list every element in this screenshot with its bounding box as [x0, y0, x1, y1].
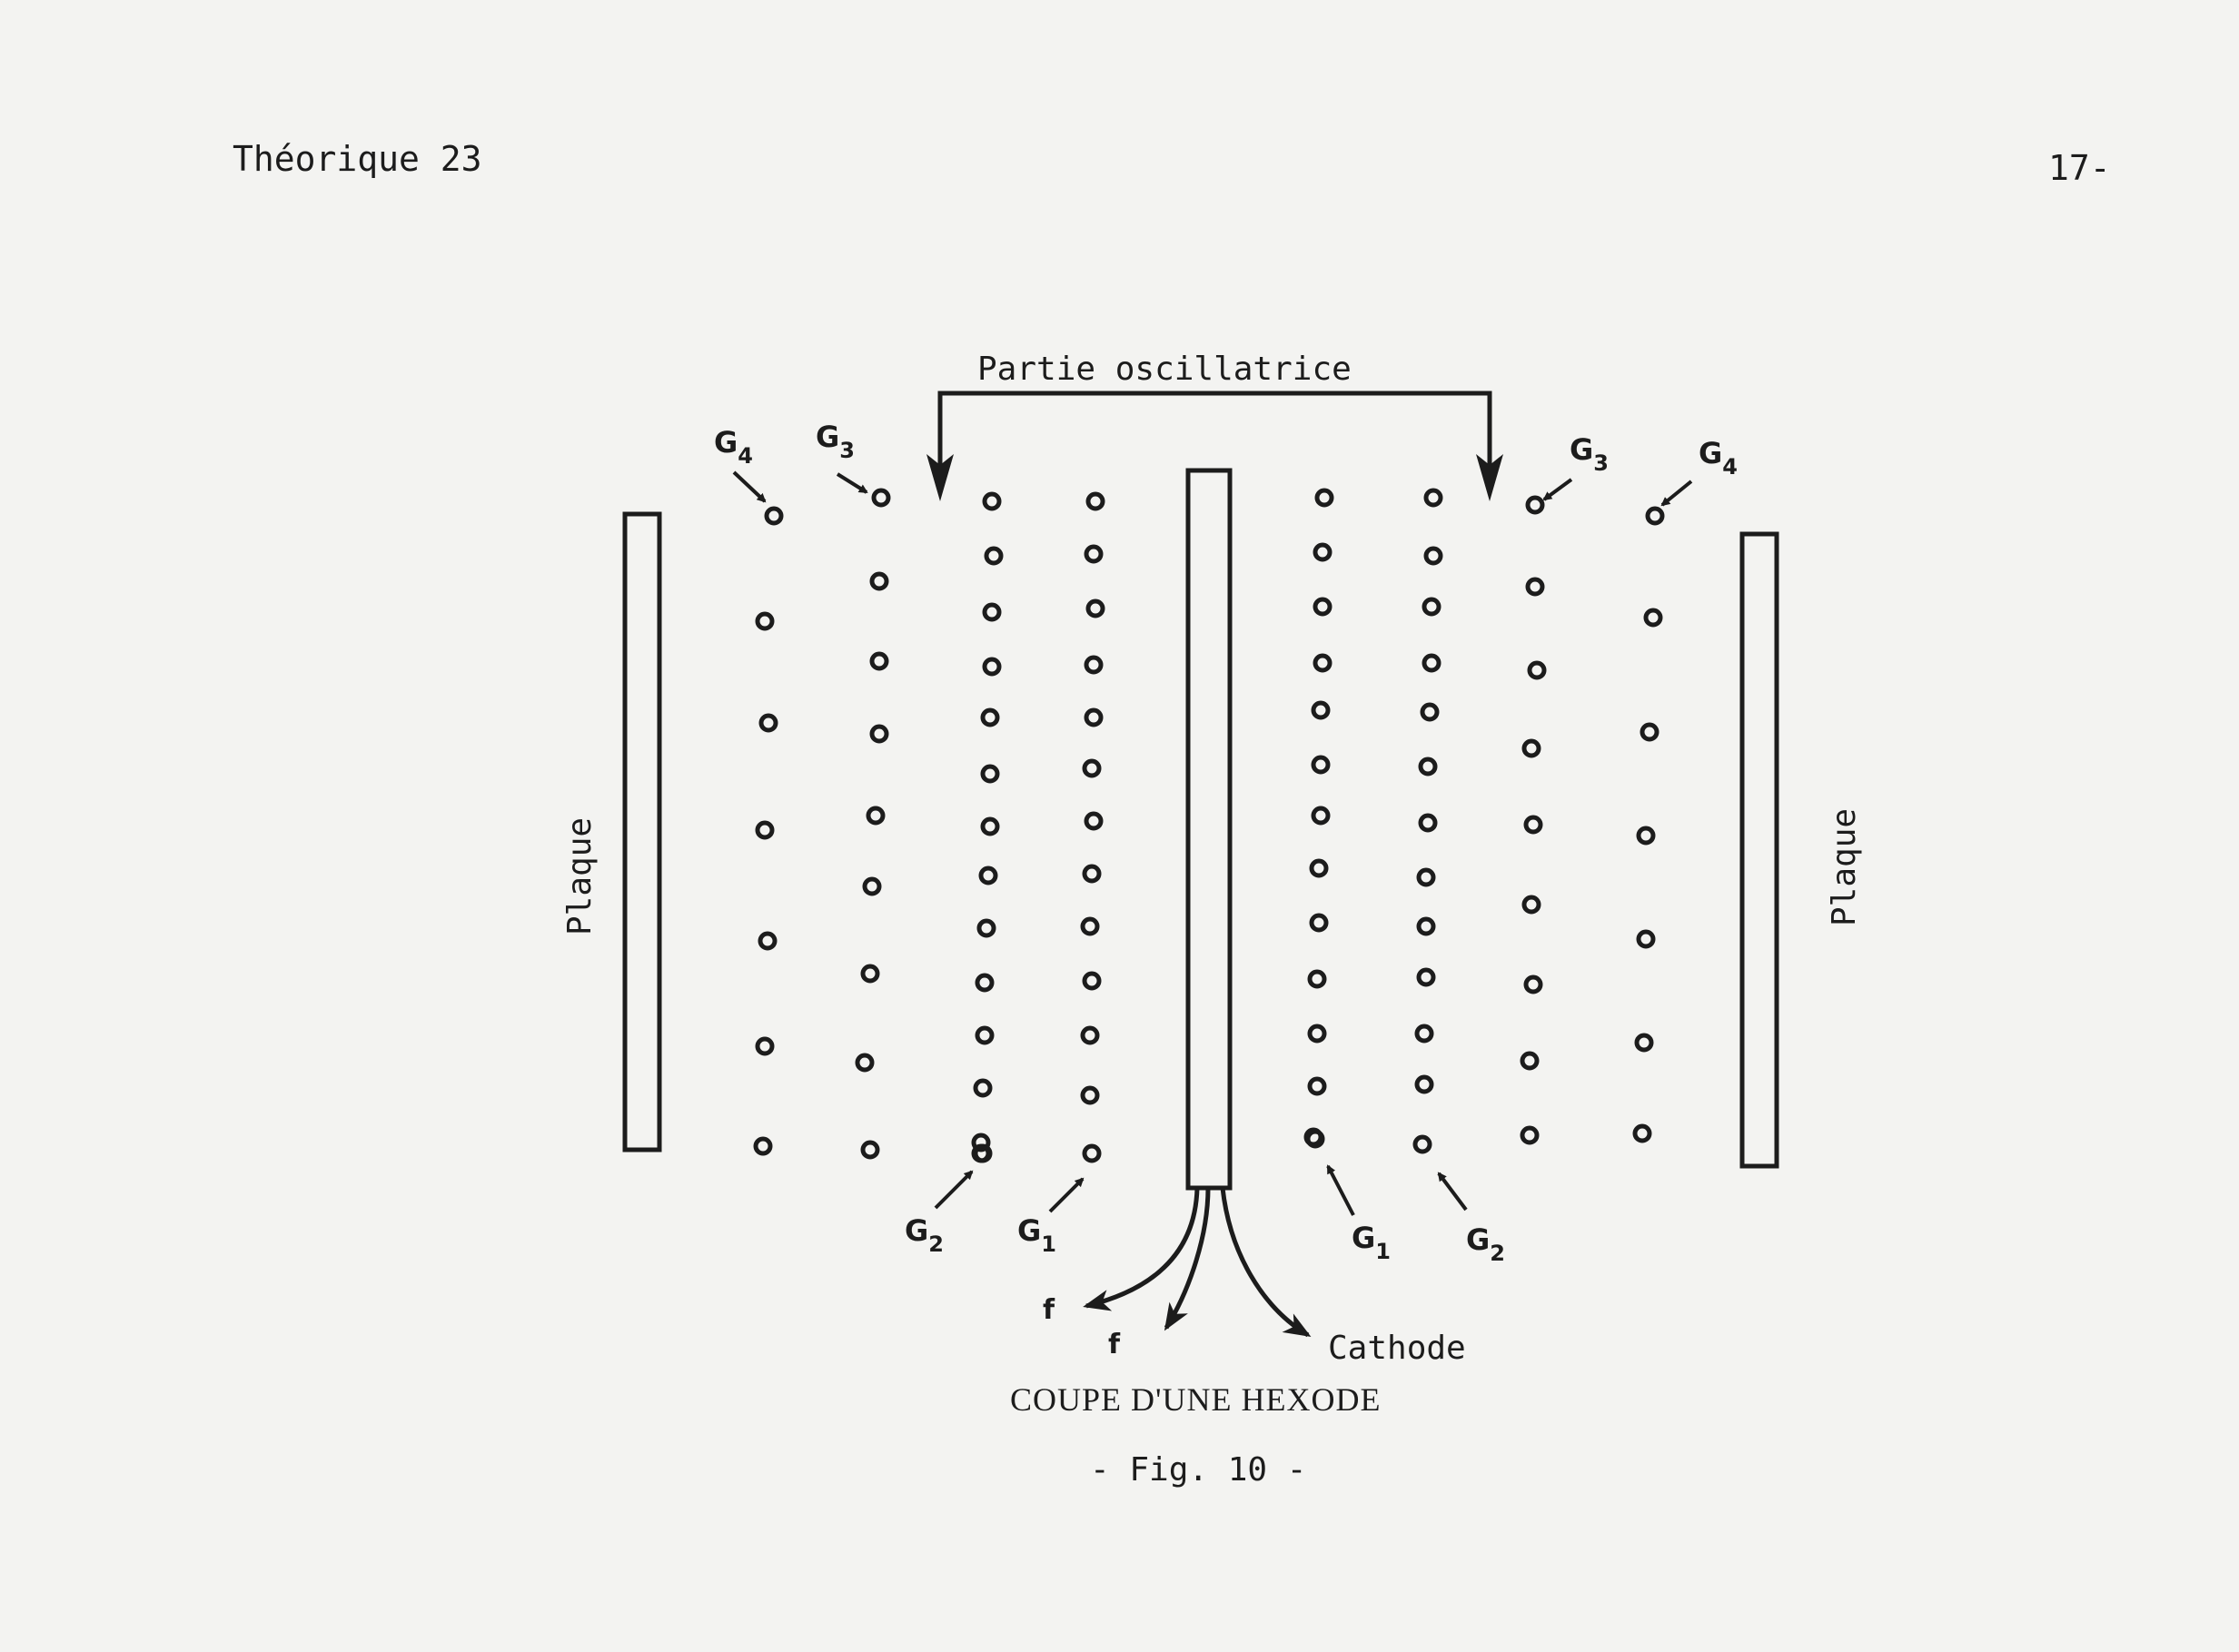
- filament-label-2: f: [1108, 1329, 1121, 1360]
- grid-wire: [983, 710, 997, 725]
- grid-wire: [986, 549, 1001, 563]
- grid-wire: [868, 808, 883, 823]
- grid-wire: [1648, 509, 1662, 523]
- grid-column-g3-right: [1522, 498, 1544, 1143]
- grid-wire: [1315, 656, 1330, 670]
- plate-left-label: Plaque: [561, 816, 599, 935]
- grid-wire: [1421, 816, 1435, 830]
- grid-label-g2-left: [905, 1172, 972, 1257]
- grid-wire: [985, 659, 999, 674]
- grid-wire: [1419, 870, 1433, 885]
- page-number: 17-: [2048, 148, 2111, 188]
- grid-wire: [865, 879, 879, 894]
- grid-wire: [1526, 817, 1541, 832]
- grid-wire: [1312, 915, 1326, 930]
- grid-wire: [977, 975, 992, 990]
- grid-wire: [756, 1139, 770, 1153]
- svg-text:G2: $G_2$: [1466, 1222, 1505, 1266]
- grid-wire: [872, 574, 887, 589]
- grid-label-g1-right: [1328, 1166, 1391, 1264]
- grid-wire: [1317, 490, 1332, 505]
- grid-wire: [1315, 599, 1330, 614]
- grid-column-g1-left: [1083, 494, 1103, 1161]
- grid-wire: [1310, 1079, 1324, 1093]
- grid-wire: [977, 1028, 992, 1043]
- grid-wire: [1086, 658, 1101, 672]
- grid-wire: [874, 490, 888, 505]
- grid-wire: [976, 1081, 990, 1095]
- grid-wire: [863, 1143, 877, 1157]
- grid-wire: [1313, 757, 1328, 772]
- grid-wire: [1528, 579, 1542, 594]
- grid-wire: [1086, 547, 1101, 561]
- grid-wire: [863, 966, 877, 981]
- grid-wire: [985, 494, 999, 509]
- grid-wire: [1085, 866, 1099, 881]
- grid-wire: [1424, 656, 1439, 670]
- grid-column-g1-right: [1306, 490, 1332, 1146]
- grid-wire: [1530, 663, 1544, 678]
- svg-text:G3: $G_3$: [1570, 432, 1609, 476]
- svg-text:G1: $G_1$: [1017, 1213, 1056, 1257]
- grid-wire: [767, 509, 781, 523]
- figure-number: - Fig. 10 -: [1090, 1451, 1307, 1489]
- grid-wire: [1421, 759, 1435, 774]
- grid-wire: [758, 823, 772, 837]
- grid-wire: [1419, 919, 1433, 934]
- plate-right-label: Plaque: [1826, 807, 1863, 926]
- grid-wire: [857, 1055, 872, 1070]
- grid-label-g4-left: [714, 425, 765, 501]
- grid-wire: [979, 921, 994, 935]
- grid-wire: [758, 614, 772, 628]
- grid-wire: [1528, 498, 1542, 512]
- plate-right: [1742, 534, 1777, 1166]
- top-label: Partie oscillatrice: [977, 351, 1352, 388]
- grid-column-g2-right: [1415, 490, 1441, 1152]
- grid-wire: [1639, 828, 1653, 843]
- grid-column-g3-left: [857, 490, 888, 1157]
- grid-wire: [1639, 932, 1653, 946]
- grid-wire: [1085, 1146, 1099, 1161]
- grid-wire: [1424, 599, 1439, 614]
- grid-wire: [872, 727, 887, 741]
- grid-wire: [1086, 814, 1101, 828]
- grid-wire: [1419, 970, 1433, 984]
- svg-text:G1: $G_1$: [1352, 1221, 1391, 1264]
- figure-caption-title: COUPE D'UNE HEXODE: [1010, 1381, 1382, 1418]
- grid-wire: [1083, 1028, 1097, 1043]
- grid-wire: [1417, 1026, 1432, 1041]
- grid-wire: [1524, 741, 1539, 756]
- oscillator-bracket: [940, 393, 1490, 465]
- grid-wire: [1315, 545, 1330, 559]
- grid-wire: [1312, 861, 1326, 875]
- cathode: [1188, 470, 1230, 1188]
- grid-wire: [1083, 919, 1097, 934]
- grid-wires: [756, 490, 1662, 1161]
- grid-wire: [1085, 974, 1099, 988]
- svg-text:G4: $G_4$: [714, 425, 753, 469]
- grid-wire: [1422, 705, 1437, 719]
- grid-wire: [1088, 601, 1103, 616]
- filament-label-1: f: [1043, 1294, 1055, 1326]
- grid-wire: [1310, 1026, 1324, 1041]
- svg-text:G4: $G_4$: [1699, 436, 1738, 480]
- grid-wire: [976, 1146, 990, 1161]
- grid-wire: [1524, 897, 1539, 912]
- grid-wire: [1635, 1126, 1650, 1141]
- header-left-text: Théorique 23: [233, 139, 482, 179]
- cathode-label: Cathode: [1328, 1330, 1466, 1367]
- grid-wire: [983, 767, 997, 781]
- grid-wire: [1415, 1137, 1430, 1152]
- grid-wire: [1426, 549, 1441, 563]
- grid-column-g2-left: [974, 494, 1001, 1161]
- grid-wire: [761, 716, 776, 730]
- grid-column-g4-left: [756, 509, 781, 1153]
- grid-wire: [758, 1039, 772, 1054]
- grid-label-g3-right: [1544, 432, 1609, 500]
- grid-wire: [981, 868, 996, 883]
- grid-label-g2-right: [1439, 1173, 1505, 1266]
- grid-wire: [1085, 761, 1099, 776]
- grid-label-g1-left: [1017, 1179, 1083, 1257]
- grid-wire: [1313, 808, 1328, 823]
- grid-wire: [1642, 725, 1657, 739]
- grid-wire: [1522, 1128, 1537, 1143]
- grid-label-g4-right: [1662, 436, 1738, 505]
- grid-wire: [1426, 490, 1441, 505]
- grid-wire: [983, 819, 997, 834]
- grid-wire: [1646, 610, 1660, 625]
- grid-wire: [1526, 977, 1541, 992]
- grid-wire: [1088, 494, 1103, 509]
- grid-label-g3-left: [816, 420, 867, 492]
- grid-wire: [1637, 1035, 1651, 1050]
- svg-text:G3: $G_3$: [816, 420, 855, 463]
- grid-wire: [985, 605, 999, 619]
- cathode-leads: [1086, 1188, 1308, 1335]
- grid-wire: [1417, 1077, 1432, 1092]
- grid-wire: [1522, 1054, 1537, 1068]
- plate-left: [625, 514, 659, 1150]
- grid-column-g4-right: [1635, 509, 1662, 1141]
- grid-wire: [1083, 1088, 1097, 1103]
- grid-wire: [1313, 703, 1328, 717]
- grid-wire: [872, 654, 887, 668]
- grid-wire: [760, 934, 775, 948]
- grid-wire: [1306, 1130, 1321, 1144]
- grid-wire: [1310, 972, 1324, 986]
- svg-text:G2: $G_2$: [905, 1213, 944, 1257]
- grid-wire: [1086, 710, 1101, 725]
